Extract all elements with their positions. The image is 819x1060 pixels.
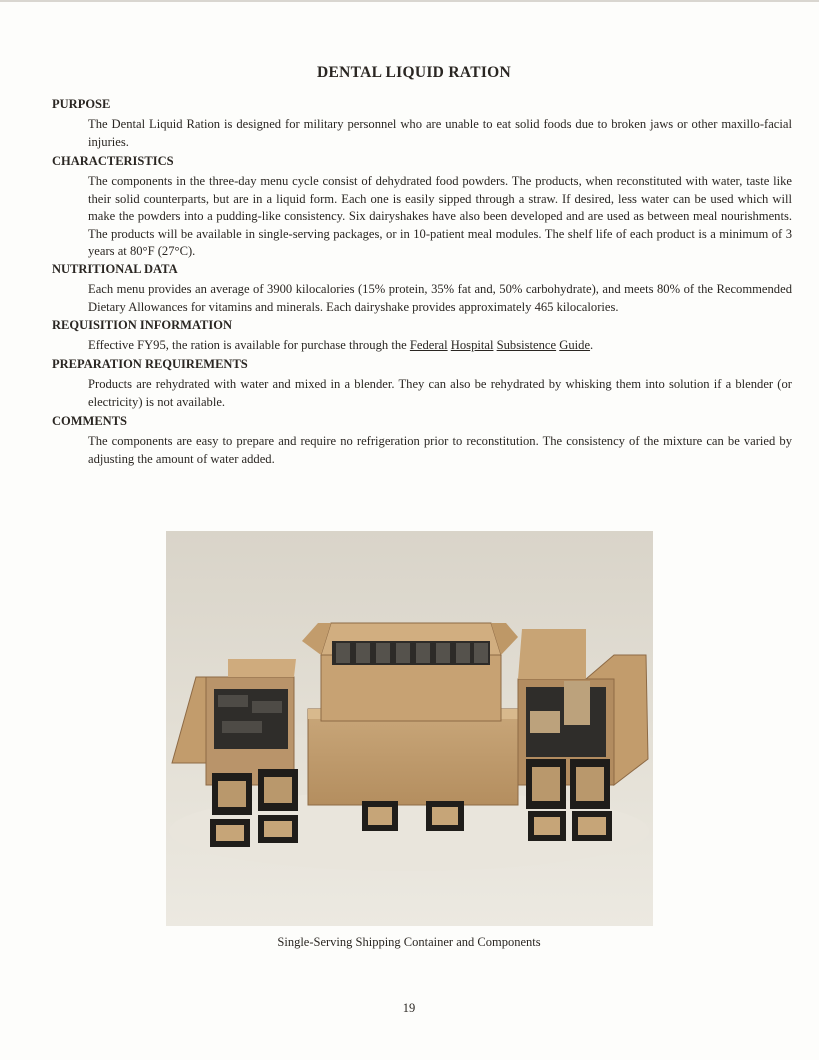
heading-comments: COMMENTS [52,414,127,428]
section-nutritional-data [52,261,792,316]
paragraph-comments: The components are easy to prepare and require no refrigeration prior to reconstitution. The consistency of the mixture can be varied by adjusting the amount of water added. [88,434,792,466]
heading-characteristics: CHARACTERISTICS [52,154,174,168]
heading-purpose: PURPOSE [52,97,111,111]
paragraph-nutritional-data: Each menu provides an average of 3900 kilocalories (15% protein, 35% fat and, 50% carbohydrate), and meets 80% of the Recommended Dietary Allowances for vitamins and minerals. Each dairyshake provides approximately 465 kilocalories. [88,282,792,314]
page-title: DENTAL LIQUID RATION [316,64,512,81]
figure-caption: Single-Serving Shipping Container and Components [277,935,541,949]
heading-requisition-information: REQUISITION INFORMATION [52,318,232,332]
section-purpose [52,96,792,151]
requisition-text-prefix: Effective FY95, the ration is available for purchase through the [88,338,410,352]
paragraph-preparation-requirements: Products are rehydrated with water and mixed in a blender. They can also be rehydrated by whisking them into solution if a blender (or electricity) is not available. [88,377,792,409]
section-requisition-information [52,317,792,355]
heading-nutritional-data: NUTRITIONAL DATA [52,262,178,276]
paragraph-characteristics: The components in the three-day menu cycle consist of dehydrated food powders. The products, when reconstituted with water, taste like their solid counterparts, but are in a liquid form. Each one is easily sipped through a straw. If desired, less water can be used which will make the powders into a pudding-like consistency. Six dairyshakes have also been developed and are used as between meal nourishments. The products will be available in single-serving packages, or in 10-patient meal modules. The shelf life of each product is a minimum of 3 years at 80°F (27°C). [88,174,792,258]
paragraph-requisition-information [88,337,792,355]
guide-word-federal: Federal [409,338,448,352]
page-number: 19 [402,1001,416,1015]
ration-photo [166,531,653,926]
requisition-text-suffix: . [590,338,594,352]
paragraph-purpose: The Dental Liquid Ration is designed for military personnel who are unable to eat solid foods due to broken jaws or other maxillo-facial injuries. [88,117,792,149]
heading-preparation-requirements: PREPARATION REQUIREMENTS [52,357,248,371]
section-characteristics [52,153,792,261]
section-comments [52,413,792,468]
section-preparation-requirements [52,356,792,411]
guide-word-guide: Guide [559,338,591,352]
ration-photo-illustration [166,531,653,926]
guide-word-hospital: Hospital [450,338,494,352]
top-rule [0,0,819,2]
guide-word-subsistence: Subsistence [496,338,557,352]
